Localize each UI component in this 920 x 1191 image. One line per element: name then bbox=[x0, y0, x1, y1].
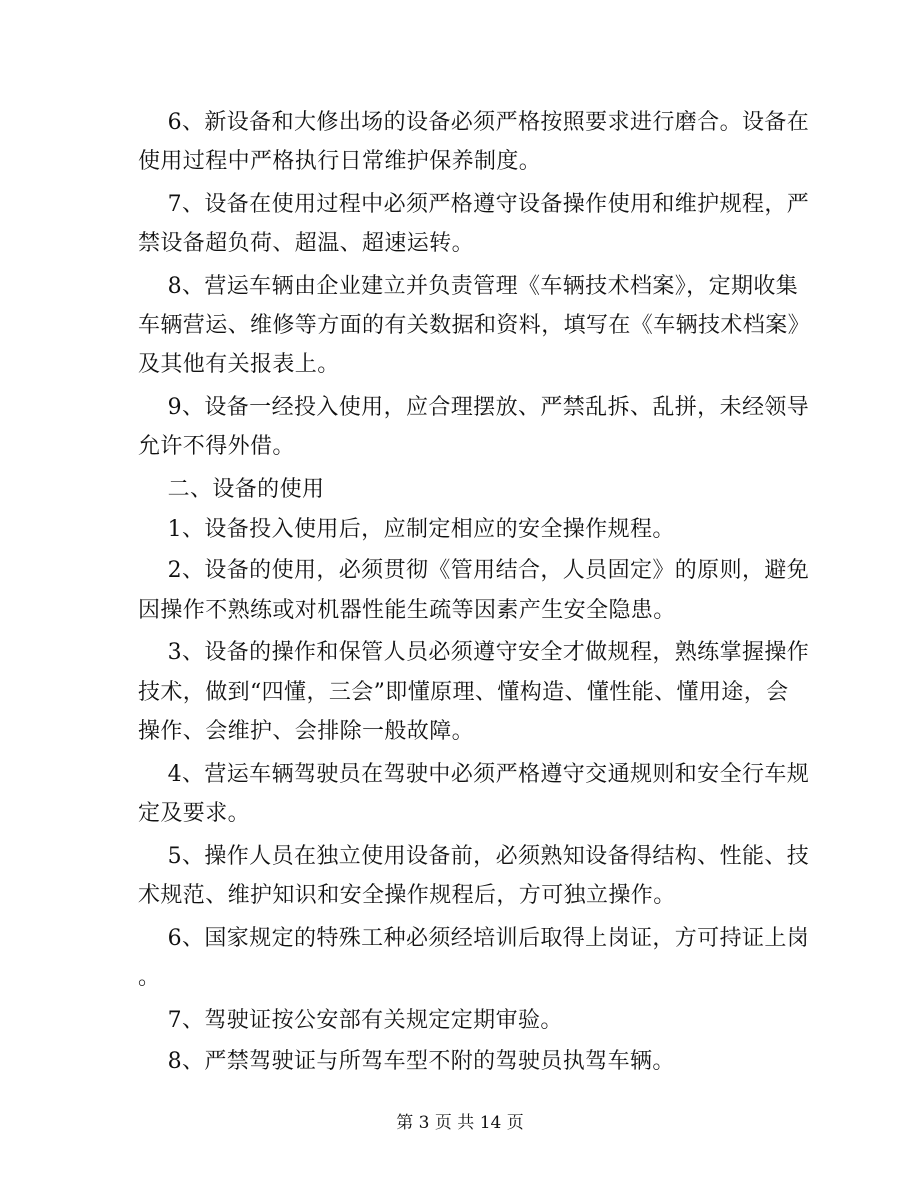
paragraph-line: 9、设备一经投入使用，应合理摆放、严禁乱拆、乱拼，未经领导 bbox=[138, 395, 810, 420]
paragraph-line: 8、营运车辆由企业建立并负责管理《车辆技术档案》，定期收集 bbox=[138, 274, 799, 299]
paragraph-line: 禁设备超负荷、超温、超速运转。 bbox=[138, 231, 475, 256]
paragraph-line: 5、操作人员在独立使用设备前，必须熟知设备得结构、性能、技 bbox=[138, 844, 810, 869]
paragraph-line: 操作、会维护、会排除一般故障。 bbox=[138, 719, 475, 744]
paragraph-line: 定及要求。 bbox=[138, 801, 251, 826]
paragraph-line: 4、营运车辆驾驶员在驾驶中必须严格遵守交通规则和安全行车规 bbox=[138, 762, 810, 787]
paragraph-line: 因操作不熟练或对机器性能生疏等因素产生安全隐患。 bbox=[138, 598, 676, 623]
paragraph-line: 。 bbox=[138, 965, 161, 990]
section-heading: 二、设备的使用 bbox=[138, 477, 325, 502]
paragraph-line: 术规范、维护知识和安全操作规程后，方可独立操作。 bbox=[138, 883, 676, 908]
paragraph-line: 8、严禁驾驶证与所驾车型不附的驾驶员执驾车辆。 bbox=[138, 1049, 675, 1074]
paragraph-line: 允许不得外借。 bbox=[138, 434, 295, 459]
paragraph-line: 6、新设备和大修出场的设备必须严格按照要求进行磨合。设备在 bbox=[138, 110, 810, 135]
paragraph-line: 1、设备投入使用后，应制定相应的安全操作规程。 bbox=[138, 517, 675, 542]
paragraph-line: 7、驾驶证按公安部有关规定定期审验。 bbox=[138, 1008, 563, 1033]
paragraph-line: 7、设备在使用过程中必须严格遵守设备操作使用和维护规程，严 bbox=[138, 192, 810, 217]
paragraph-line: 使用过程中严格执行日常维护保养制度。 bbox=[138, 149, 542, 174]
page-footer: 第 3 页 共 14 页 bbox=[396, 1113, 524, 1133]
paragraph-line: 2、设备的使用，必须贯彻《管用结合，人员固定》的原则，避免 bbox=[138, 558, 810, 583]
paragraph-line: 6、国家规定的特殊工种必须经培训后取得上岗证，方可持证上岗 bbox=[138, 926, 810, 951]
paragraph-line: 技术，做到“四懂，三会”即懂原理、懂构造、懂性能、懂用途，会 bbox=[138, 680, 789, 705]
paragraph-line: 车辆营运、维修等方面的有关数据和资料，填写在《车辆技术档案》 bbox=[138, 313, 811, 338]
paragraph-line: 3、设备的操作和保管人员必须遵守安全才做规程，熟练掌握操作 bbox=[138, 640, 810, 665]
paragraph-line: 及其他有关报表上。 bbox=[138, 352, 340, 377]
